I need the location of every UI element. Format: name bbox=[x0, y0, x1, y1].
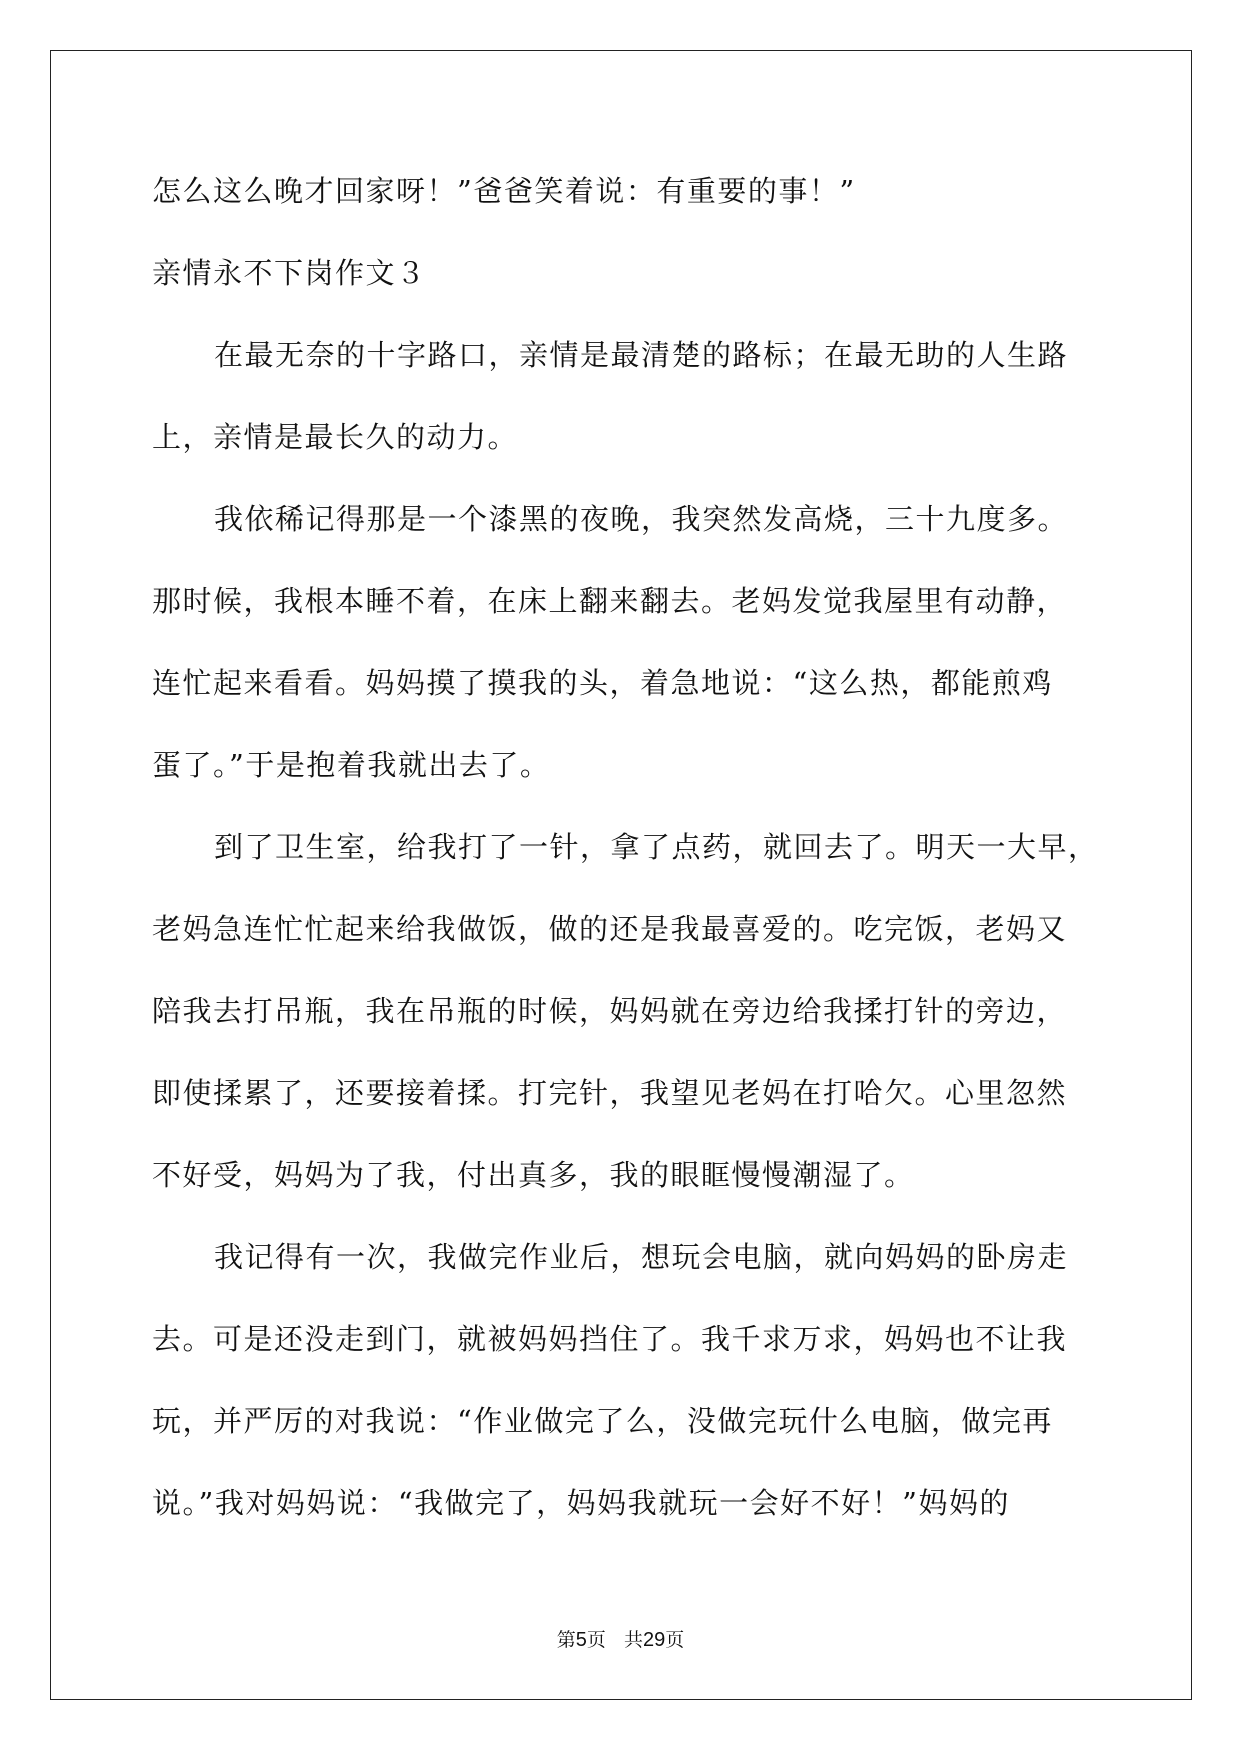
footer-total-suffix: 页 bbox=[665, 1629, 685, 1651]
footer-total-prefix: 共 bbox=[624, 1629, 644, 1651]
page-footer bbox=[0, 1628, 1241, 1652]
text-line: 不好受，妈妈为了我，付出真多，我的眼眶慢慢潮湿了。 bbox=[152, 1158, 915, 1192]
text-line: 去。可是还没走到门，就被妈妈挡住了。我千求万求，妈妈也不让我 bbox=[152, 1322, 1068, 1356]
text-line: 我记得有一次，我做完作业后，想玩会电脑，就向妈妈的卧房走 bbox=[214, 1240, 1069, 1274]
section-heading: 亲情永不下岗作文３ bbox=[152, 256, 427, 290]
text-line: 老妈急连忙忙起来给我做饭，做的还是我最喜爱的。吃完饭，老妈又 bbox=[152, 912, 1068, 946]
current-page-number: 5 bbox=[575, 1629, 587, 1651]
text-line: 蛋了。”于是抱着我就出去了。 bbox=[152, 748, 551, 782]
text-line: 玩，并严厉的对我说：“作业做完了么，没做完玩什么电脑，做完再 bbox=[152, 1404, 1053, 1438]
text-line: 上，亲情是最长久的动力。 bbox=[152, 420, 519, 454]
total-pages-number: 29 bbox=[643, 1629, 666, 1651]
text-line: 即使揉累了，还要接着揉。打完针，我望见老妈在打哈欠。心里忽然 bbox=[152, 1076, 1068, 1110]
text-line: 连忙起来看看。妈妈摸了摸我的头，着急地说：“这么热，都能煎鸡 bbox=[152, 666, 1053, 700]
footer-prefix: 第 bbox=[556, 1629, 576, 1651]
text-line: 那时候，我根本睡不着，在床上翻来翻去。老妈发觉我屋里有动静， bbox=[152, 584, 1068, 618]
text-line: 在最无奈的十字路口，亲情是最清楚的路标；在最无助的人生路 bbox=[214, 338, 1069, 372]
text-line: 到了卫生室，给我打了一针，拿了点药，就回去了。明天一大早， bbox=[214, 830, 1099, 864]
text-line: 陪我去打吊瓶，我在吊瓶的时候，妈妈就在旁边给我揉打针的旁边， bbox=[152, 994, 1068, 1028]
text-line: 怎么这么晚才回家呀！”爸爸笑着说：有重要的事！” bbox=[152, 174, 856, 208]
text-line: 我依稀记得那是一个漆黑的夜晚，我突然发高烧，三十九度多。 bbox=[214, 502, 1069, 536]
footer-page-suffix: 页 bbox=[586, 1629, 606, 1651]
document-body bbox=[152, 150, 1099, 1544]
text-line: 说。”我对妈妈说：“我做完了，妈妈我就玩一会好不好！”妈妈的 bbox=[152, 1486, 1010, 1520]
